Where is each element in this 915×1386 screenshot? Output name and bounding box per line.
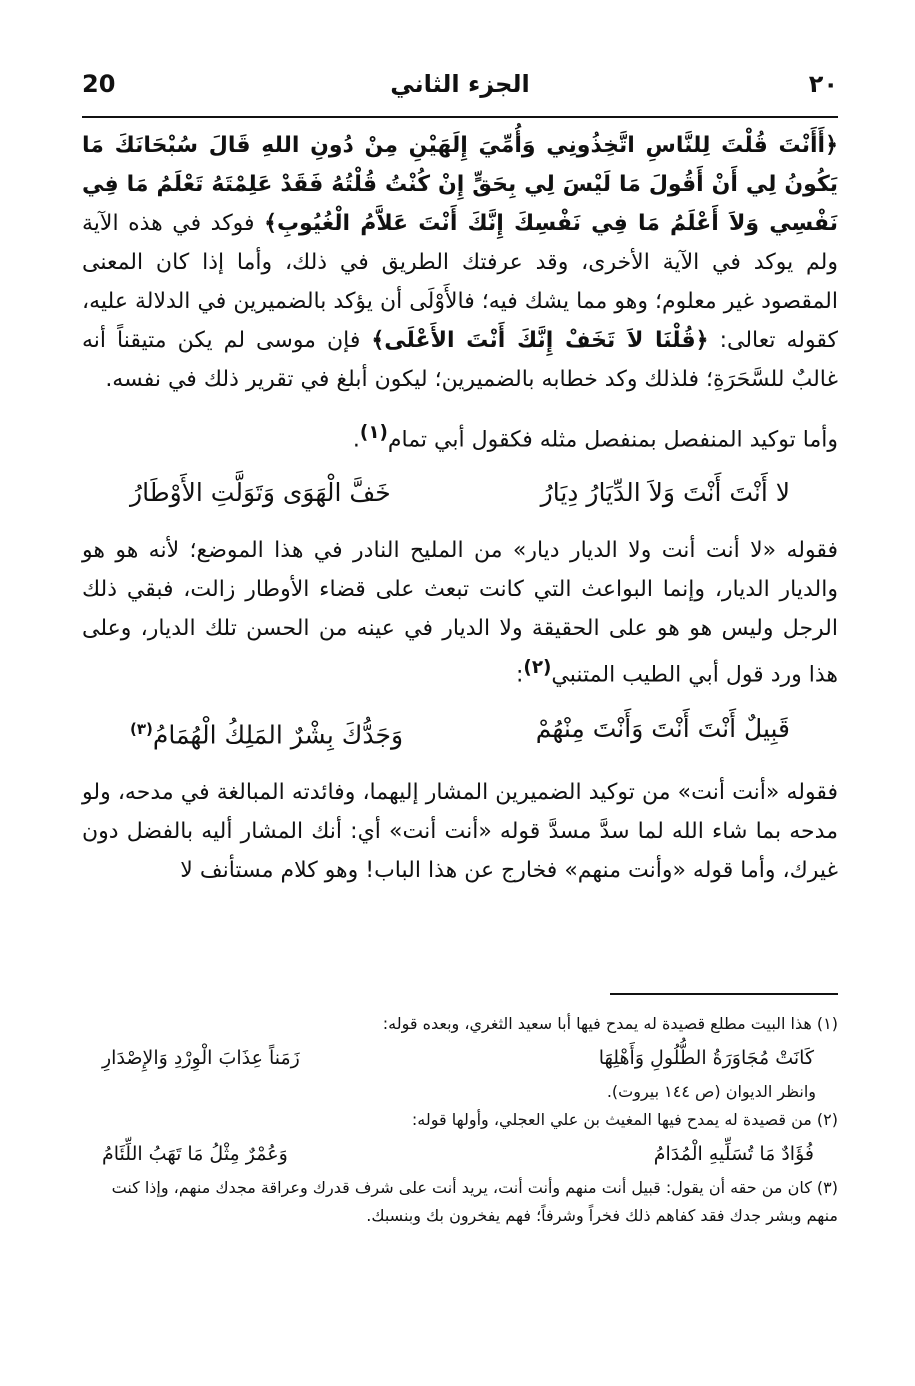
quran-quote: ﴿قُلْنَا لاَ تَخَفْ إِنَّكَ أَنْتَ الأَعْلَى﴾ xyxy=(371,328,709,353)
quran-quote: ﴿أَأَنْتَ قُلْتَ لِلنَّاسِ اتَّخِذُونِي وَأُمِّيَ إِلَهَيْنِ مِنْ دُونِ اللهِ قَالَ سُبْحَانَكَ مَا يَكُونُ لِي أَنْ أَقُولَ مَا لَيْسَ لِي بِحَقٍّ إِنْ كُنْتُ قُلْتُهُ فَقَدْ عَلِمْتَهُ تَعْلَمُ مَا فِي نَفْسِي وَلاَ أَعْلَمُ مَا فِي نَفْسِكَ إِنَّكَ أَنْتَ عَلاَّمُ الْغُيُوبِ﴾ xyxy=(82,133,838,236)
poetry-verse xyxy=(82,709,838,755)
paragraph-text: وأما توكيد المنفصل بمنفصل مثله فكقول أبي تمام xyxy=(387,427,838,453)
paragraph-2: وأما توكيد المنفصل بمنفصل مثله فكقول أبي تمام$^{(١)}$. xyxy=(352,422,838,453)
verse-first-hemistich: فُؤَادٌ مَا تُسَلِّيهِ الْمُدَامُ xyxy=(653,1143,814,1165)
running-title: الجزء الثاني xyxy=(390,70,530,98)
header-rule xyxy=(82,116,838,118)
paragraph-text: فإن موسى لم يكن متيقناً أنه غالبٌ للسَّحَرَةِ؛ فلذلك وكد خطابه بالضميرين؛ ليكون أبلغ في تقرير ذلك في نفسه. xyxy=(82,328,838,392)
page-number-arabic: ٢٠ xyxy=(808,70,838,98)
footnote-1-reference: وانظر الديوان (ص ١٤٤ بيروت). xyxy=(606,1082,816,1101)
paragraph-text: فوكد في هذه الآية ولم يوكد في الآية الأخرى، وقد عرفتك الطريق في ذلك، وأما إذا كان المعنى المقصود غير معلوم؛ وهو مما يشك فيه؛ فالأَوْلَى أن يؤكد بالضميرين في الدلالة عليه، كقوله تعالى: xyxy=(82,211,838,353)
footnote-mark: (٢) xyxy=(523,657,552,679)
verse-second-hemistich: وَجَدُّكَ بِشْرٌ المَلِكُ الْهُمَامُ xyxy=(152,719,404,749)
paragraph-1 xyxy=(82,126,838,399)
main-text xyxy=(82,126,838,890)
footnote-2: (٢) من قصيدة له يمدح فيها المغيث بن علي العجلي، وأولها قوله: xyxy=(411,1110,838,1129)
verse-second-hemistich: خَفَّ الْهَوَى وَتَوَلَّتِ الأَوْطَارُ xyxy=(130,478,391,508)
footnote-verse xyxy=(82,1042,838,1074)
page-number-latin: 20 xyxy=(82,70,116,98)
page-header xyxy=(82,70,838,112)
verse-second-hemistich-wrap xyxy=(130,709,403,755)
verse-second-hemistich: وَعُمْرٌ مِثْلُ مَا تَهَبُ اللِّئَامُ xyxy=(102,1143,288,1165)
footnote-3: (٣) كان من حقه أن يقول: قبيل أنت منهم وأنت أنت، يريد أنت على شرف قدرك وعراقة مجدك منهم، وإذا كنت منهم وبشر جدك فقد كفاهم ذلك فخراً وشرفاً؛ فهم يفخرون بك وبنسبك. xyxy=(111,1178,838,1225)
verse-first-hemistich: قَبِيلٌ أَنْتَ أَنْتَ وَأَنْتَ مِنْهُمْ xyxy=(535,713,790,743)
footnote-1: (١) هذا البيت مطلع قصيدة له يمدح فيها أبا سعيد الثغري، وبعده قوله: xyxy=(382,1014,838,1033)
footnote-mark: (٣) xyxy=(130,719,153,738)
paragraph-4: فقوله «أنت أنت» من توكيد الضميرين المشار إليهما، وفائدته المبالغة في مدحه، ولو مدحه بما شاء الله لما سدَّ مسدَّ قوله «أنت أنت» أي: أنك المشار أليه بالفضل دون غيرك، وأما قوله «وأنت منهم» فخارج عن هذا الباب! وهو كلام مستأنف لا xyxy=(82,779,838,883)
footnote-verse xyxy=(82,1138,838,1170)
footnotes xyxy=(82,1010,838,1230)
paragraph-text: فقوله «لا أنت أنت ولا الديار ديار» من المليح النادر في هذا الموضع؛ لأنه هو هو والديار الديار، وإنما البواعث التي كانت تبعث على قضاء الأوطار زالت، فبقي ذلك الرجل وليس هو هو على الحقيقة ولا الديار في عينه من الحسن تلك الديار، وعلى هذا ورد قول أبي الطيب المتنبي xyxy=(82,538,838,688)
poetry-verse xyxy=(82,473,838,513)
footnote-separator xyxy=(610,993,838,995)
verse-first-hemistich: كَانَتْ مُجَاوَرَةُ الطُّلُولِ وَأَهْلِهَا xyxy=(598,1047,814,1069)
verse-first-hemistich: لا أَنْتَ أَنْتَ وَلاَ الدِّيَارُ دِيَارُ xyxy=(540,478,790,508)
paragraph-3: فقوله «لا أنت أنت ولا الديار ديار» من المليح النادر في هذا الموضع؛ لأنه هو هو والديار الديار، وإنما البواعث التي كانت تبعث على قضاء الأوطار زالت، فبقي ذلك الرجل وليس هو هو على الحقيقة ولا الديار في عينه من الحسن تلك الديار، وعلى هذا ورد قول أبي الطيب المتنبي$^{(٢)}$: xyxy=(82,538,838,688)
footnote-mark: (١) xyxy=(359,422,388,443)
verse-second-hemistich: زَمَناً عِذَابَ الْوِرْدِ وَالإِصْدَارِ xyxy=(102,1047,300,1069)
